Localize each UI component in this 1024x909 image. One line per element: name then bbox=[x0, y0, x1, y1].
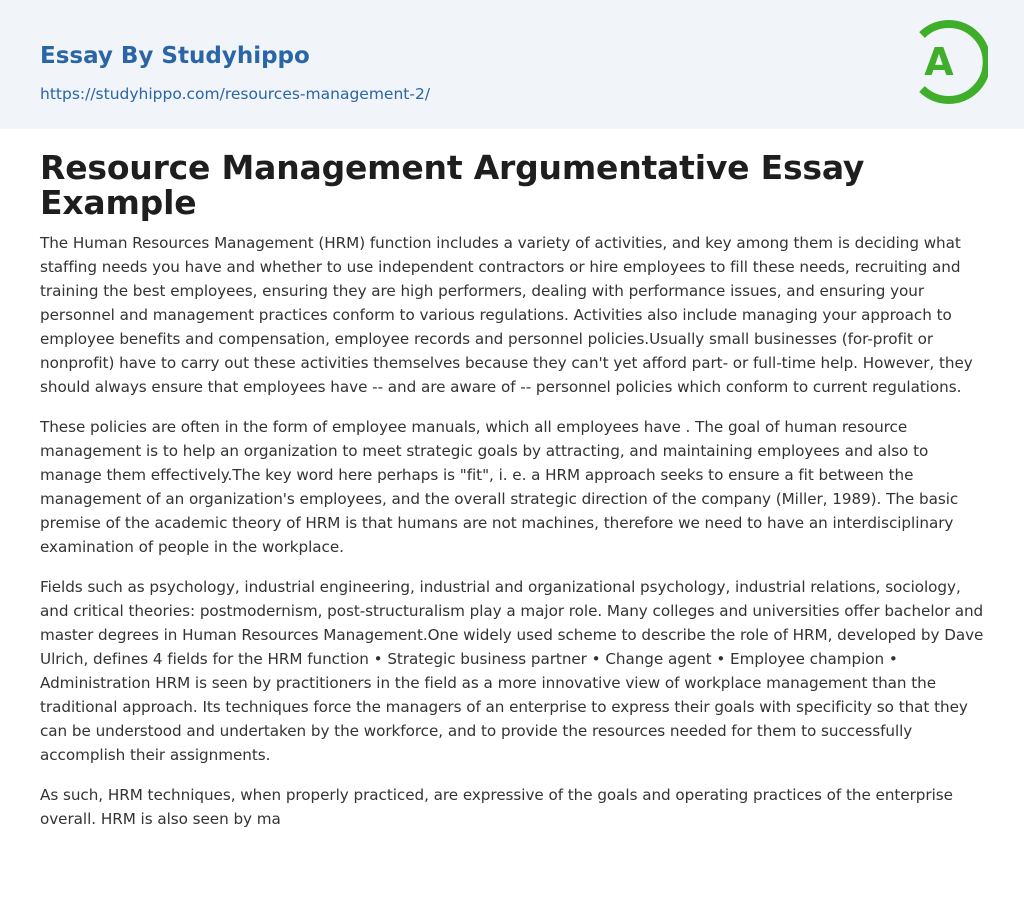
article-paragraph: As such, HRM techniques, when properly practiced, are expressive of the goals and operating practices of the enterprise overall. HRM is also seen by ma bbox=[40, 786, 953, 828]
source-url-link[interactable]: https://studyhippo.com/resources-management-2/ bbox=[40, 85, 431, 103]
article-paragraph: The Human Resources Management (HRM) function includes a variety of activities, and key among them is deciding what staffing needs you have and whether to use independent contractors or hire employees to fill these needs, recruiting and training the best employees, ensuring they are high performers, dealing with performance issues, and ensuring your personnel and management practices conform to various regulations. Activities also include managing your approach to employee benefits and compensation, employee records and personnel policies.Usually small businesses (for-profit or nonprofit) have to carry out these activities themselves because they can't yet afford part- or full-time help. However, they should always ensure that employees have -- and are aware of -- personnel policies which conform to current regulations. bbox=[40, 234, 973, 396]
page-title: Resource Management Argumentative Essay Example bbox=[40, 148, 865, 222]
brand-title[interactable]: Essay By Studyhippo bbox=[40, 43, 310, 69]
article-paragraph: Fields such as psychology, industrial engineering, industrial and organizational psychology, industrial relations, sociology, and critical theories: postmodernism, post-structuralism play a major role. Many colleges and universities offer bachelor and master degrees in Human Resources Management.One widely used scheme to describe the role of HRM, developed by Dave Ulrich, defines 4 fields for the HRM function • Strategic business partner • Change agent • Employee champion • Administration HRM is seen by practitioners in the field as a more innovative view of workplace management than the traditional approach. Its techniques force the managers of an enterprise to express their goals with specificity so that they can be understood and undertaken by the workforce, and to provide the resources needed for them to successfully accomplish their assignments. bbox=[40, 578, 984, 764]
logo-letter: A bbox=[924, 40, 954, 84]
article-paragraph: These policies are often in the form of employee manuals, which all employees have . The goal of human resource management is to help an organization to meet strategic goals by attracting, and maintaining employees and also to manage them effectively.The key word here perhaps is "fit", i. e. a HRM approach seeks to ensure a fit between the management of an organization's employees, and the overall strategic direction of the company (Miller, 1989). The basic premise of the academic theory of HRM is that humans are not machines, therefore we need to have an interdisciplinary examination of people in the workplace. bbox=[40, 418, 959, 556]
